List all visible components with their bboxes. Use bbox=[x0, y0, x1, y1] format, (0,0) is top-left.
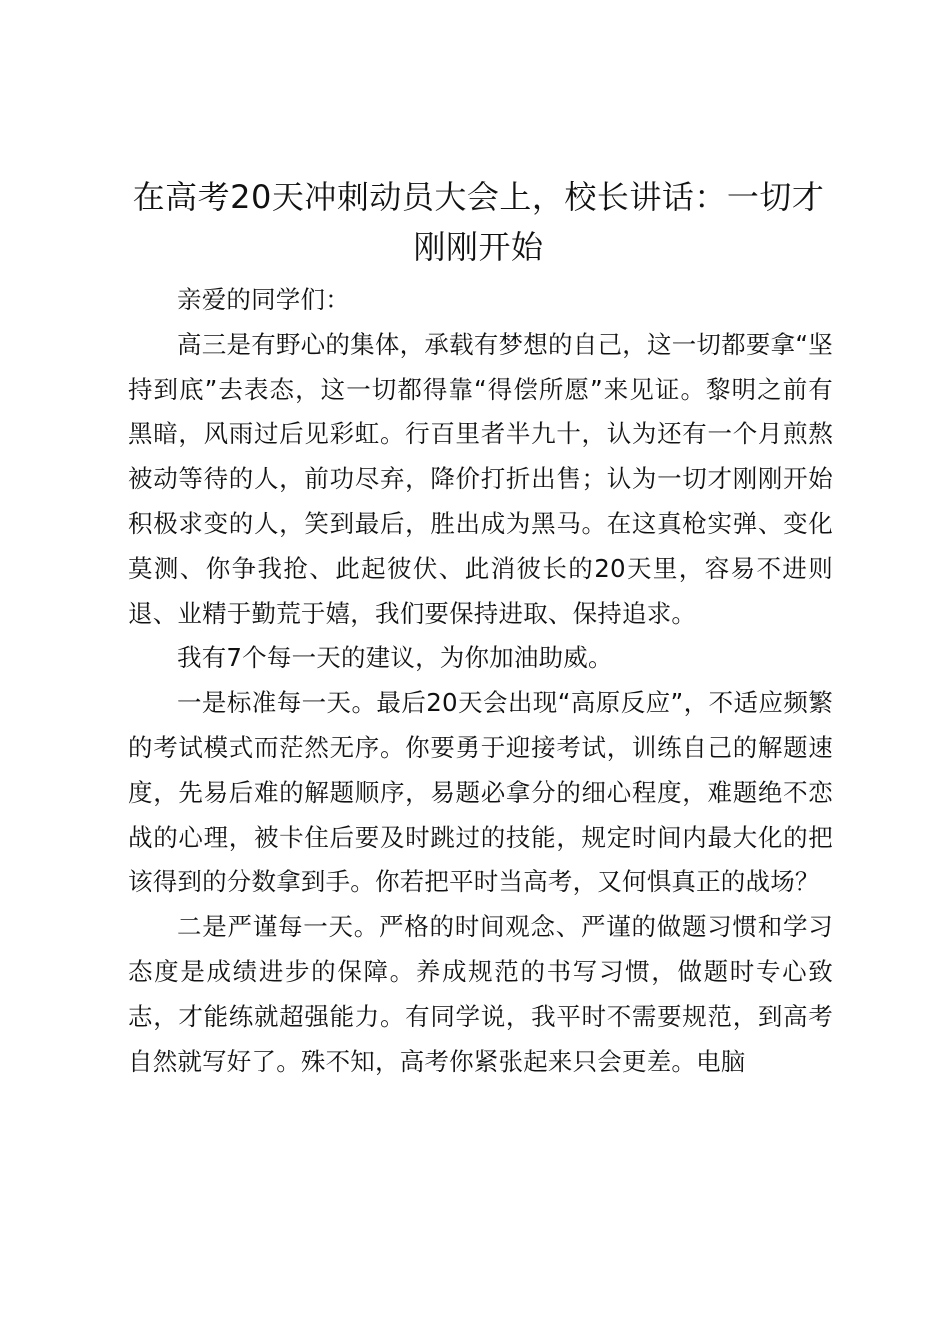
paragraph-suggestions: 我有7个每一天的建议，为你加油助威。 bbox=[177, 643, 613, 673]
document-body bbox=[128, 278, 833, 1084]
paragraph-point-one: 一是标准每一天。最后20天会出现“高原反应”，不适应频繁的考试模式而茫然无序。你要勇于迎接考试，训练自己的解题速度，先易后难的解题顺序，易题必拿分的细心程度，难题绝不恋战的心理，被卡住后要及时跳过的技能，规定时间内最大化的把该得到的分数拿到手。你若把平时当高考，又何惧真正的战场？ bbox=[128, 688, 833, 897]
paragraph-intro: 高三是有野心的集体，承载有梦想的自己，这一切都要拿“坚持到底”去表态，这一切都得靠“得偿所愿”来见证。黎明之前有黑暗，风雨过后见彩虹。行百里者半九十，认为还有一个月煎熬被动等待的人，前功尽弃，降价打折出售；认为一切才刚刚开始积极求变的人，笑到最后，胜出成为黑马。在这真枪实弹、变化莫测、你争我抢、此起彼伏、此消彼长的20天里，容易不进则退、业精于勤荒于嬉，我们要保持进取、保持追求。 bbox=[128, 329, 833, 628]
paragraph-point-two: 二是严谨每一天。严格的时间观念、严谨的做题习惯和学习态度是成绩进步的保障。养成规范的书写习惯，做题时专心致志，才能练就超强能力。有同学说，我平时不需要规范，到高考自然就写好了。殊不知，高考你紧张起来只会更差。电脑 bbox=[128, 912, 833, 1076]
document-title: 在高考20天冲刺动员大会上，校长讲话：一切才刚刚开始 bbox=[132, 178, 825, 266]
salutation: 亲爱的同学们： bbox=[177, 285, 350, 314]
